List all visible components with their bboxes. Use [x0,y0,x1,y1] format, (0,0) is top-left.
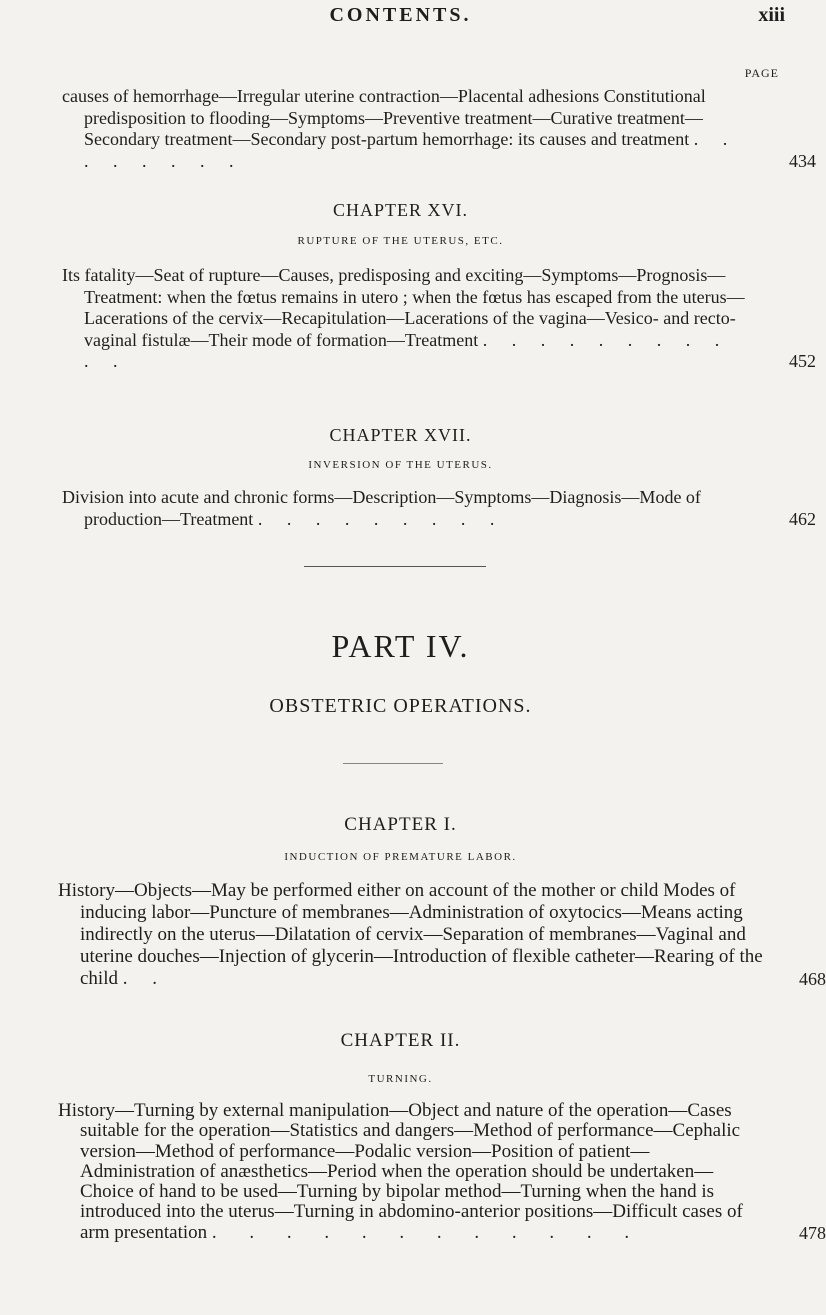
toc-entry-turning [58,1100,826,1243]
part-subtitle: OBSTETRIC OPERATIONS. [269,695,532,717]
chapter-subtitle: RUPTURE OF THE UTERUS, ETC. [297,235,504,247]
chapter-heading: CHAPTER XVII. [329,425,472,445]
leader-dots: . . . . . . . . . [257,508,505,529]
leader-dots: . . . . . . . . . . . [84,329,730,371]
toc-entry-hemorrhage [62,86,816,172]
leader-dots: . . . . . . . . . . . . [211,1221,644,1243]
toc-entry-induction [58,880,826,990]
toc-entry-inversion [62,487,816,530]
leader-dots: . . . . . . . . [84,129,738,171]
chapter-subtitle: INDUCTION OF PREMATURE LABOR. [284,851,517,863]
leader-dots: . . [122,968,167,989]
page-column-label: PAGE [744,66,779,80]
entry-text: causes of hemorrhage—Irregular uterine contraction—Placental adhesions Constitutional predisposition to flooding—Symptoms—Preventive treatment—Curative treatment—Secondary treatment—Secondary post-partum hemorrhage: its causes and treatment [62,86,706,149]
page-number: 434 [789,150,816,171]
page-number: 468 [799,969,826,989]
running-title: CONTENTS. [329,4,472,26]
chapter-heading: CHAPTER II. [340,1030,461,1051]
page-number: 452 [789,351,816,371]
entry-text: Its fatality—Seat of rupture—Causes, predisposing and exciting—Symptoms—Prognosis—Treatment: when the fœtus remains in utero ; when the fœtus has escaped from the uterus—Lacerations of the cervix—Recapitulation—Lacerations of the vagina—Vesico- and recto-vaginal fistulæ—Their mode of formation—Treatment [62,265,745,350]
page-number: 462 [789,508,816,529]
chapter-heading: CHAPTER XVI. [332,200,468,220]
section-divider [343,763,443,764]
part-title: PART IV. [331,628,470,664]
toc-entry-rupture [62,265,816,373]
chapter-heading: CHAPTER I. [344,814,457,835]
entry-text: History—Objects—May be performed either on account of the mother or child Modes of inducing labor—Puncture of membranes—Administration of oxytocics—Means acting indirectly on the uterus—Dilatation of cervix—Separation of membranes—Vaginal and uterine douches—Injection of glycerin—Introduction of flexible catheter—Rearing of the child [58,880,763,989]
chapter-subtitle: INVERSION OF THE UTERUS. [308,459,493,471]
page-folio: xiii [758,4,785,26]
entry-text: History—Turning by external manipulation—Object and nature of the operation—Cases suitable for the operation—Statistics and dangers—Method of performance—Cephalic version—Method of performance—Podalic version—Position of patient—Administration of anæsthetics—Period when the operation should be undertaken—Choice of hand to be used—Turning by bipolar method—Turning when the hand is introduced into the uterus—Turning in abdomino-anterior positions—Difficult cases of arm presentation [58,1100,743,1243]
section-divider [304,566,486,567]
entry-text: Division into acute and chronic forms—Description—Symptoms—Diagnosis—Mode of production—Treatment [62,487,701,529]
page-number: 478 [799,1222,826,1243]
chapter-subtitle: TURNING. [368,1073,433,1085]
